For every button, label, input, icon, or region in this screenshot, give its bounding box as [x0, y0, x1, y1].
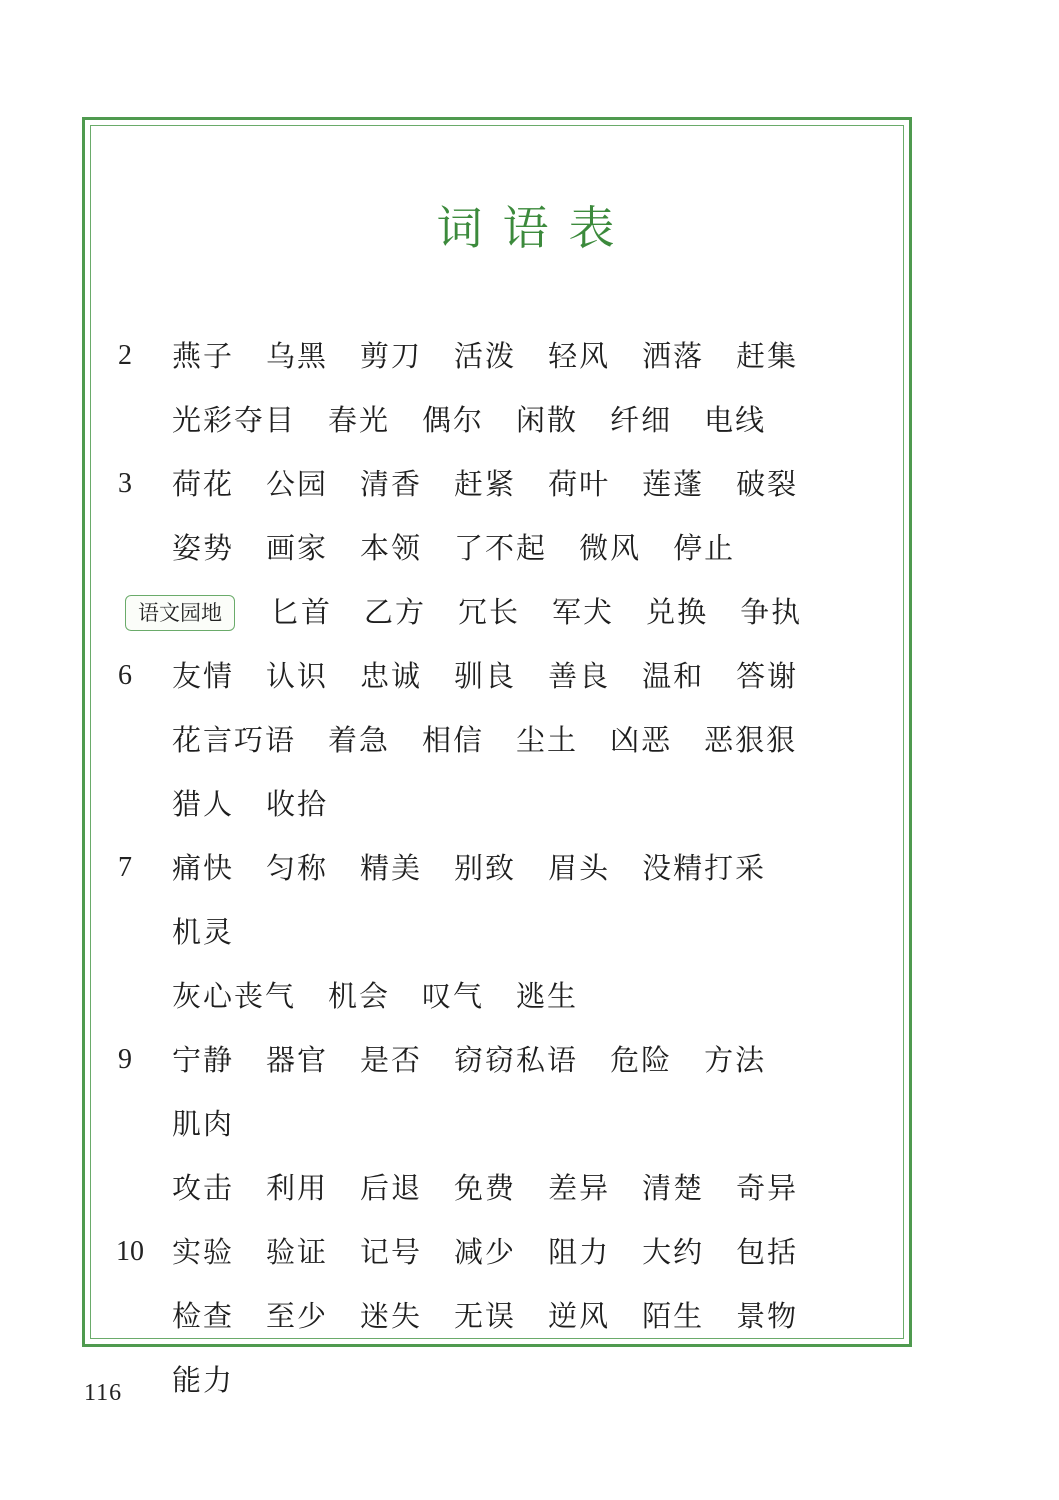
- vocabulary-word: 莲蓬: [642, 467, 705, 501]
- vocabulary-word: 清香: [360, 467, 423, 501]
- vocabulary-word: 乌黑: [266, 339, 329, 373]
- lesson-block: [118, 647, 898, 839]
- word-line: [172, 1031, 882, 1159]
- vocabulary-word: 尘土: [516, 723, 579, 757]
- vocabulary-word: 收拾: [266, 787, 329, 821]
- vocabulary-word: 宁静: [172, 1043, 235, 1077]
- vocabulary-word: 花言巧语: [172, 723, 297, 757]
- vocabulary-word: 灰心丧气: [172, 979, 297, 1013]
- vocabulary-word: 春光: [328, 403, 391, 437]
- word-line: [172, 775, 882, 839]
- vocabulary-word: 洒落: [642, 339, 705, 373]
- lesson-block: [118, 455, 898, 583]
- word-line: [172, 327, 882, 391]
- vocabulary-word: 纤细: [610, 403, 673, 437]
- lesson-number: 3: [118, 468, 132, 499]
- vocabulary-word: 攻击: [172, 1171, 235, 1205]
- vocabulary-list: [118, 327, 898, 1415]
- vocabulary-word: 检查: [172, 1299, 235, 1333]
- vocabulary-word: 奇异: [736, 1171, 799, 1205]
- vocabulary-word: 能力: [172, 1363, 235, 1397]
- vocabulary-word: 后退: [360, 1171, 423, 1205]
- vocabulary-word: 别致: [454, 851, 517, 885]
- vocabulary-word: 叹气: [422, 979, 485, 1013]
- vocabulary-word: 闲散: [516, 403, 579, 437]
- vocabulary-word: 机灵: [172, 915, 235, 949]
- vocabulary-word: 逆风: [548, 1299, 611, 1333]
- word-line: [172, 1223, 882, 1287]
- vocabulary-word: 军犬: [552, 595, 615, 629]
- vocabulary-word: 无误: [454, 1299, 517, 1333]
- vocabulary-word: 器官: [266, 1043, 329, 1077]
- vocabulary-word: 匕首: [270, 595, 333, 629]
- vocabulary-word: 停止: [673, 531, 736, 565]
- vocabulary-word: 包括: [736, 1235, 799, 1269]
- vocabulary-word: 相信: [422, 723, 485, 757]
- page-title: 词语表: [436, 201, 635, 255]
- vocabulary-word: 精美: [360, 851, 423, 885]
- vocabulary-word: 赶紧: [454, 467, 517, 501]
- vocabulary-word: 验证: [266, 1235, 329, 1269]
- lesson-block: [118, 583, 898, 647]
- lesson-block: [118, 839, 898, 1031]
- word-line: [172, 1351, 882, 1415]
- vocabulary-word: 善良: [548, 659, 611, 693]
- vocabulary-word: 温和: [642, 659, 705, 693]
- word-line: [172, 1159, 882, 1223]
- vocabulary-word: 凶恶: [610, 723, 673, 757]
- vocabulary-word: 偶尔: [422, 403, 485, 437]
- vocabulary-word: 争执: [740, 595, 803, 629]
- vocabulary-word: 答谢: [736, 659, 799, 693]
- vocabulary-word: 冗长: [458, 595, 521, 629]
- vocabulary-word: 活泼: [454, 339, 517, 373]
- vocabulary-word: 荷叶: [548, 467, 611, 501]
- word-line: [172, 519, 882, 583]
- vocabulary-word: 友情: [172, 659, 235, 693]
- vocabulary-word: 差异: [548, 1171, 611, 1205]
- vocabulary-word: 利用: [266, 1171, 329, 1205]
- vocabulary-word: 着急: [328, 723, 391, 757]
- vocabulary-word: 肌肉: [172, 1107, 235, 1141]
- vocabulary-word: 减少: [454, 1235, 517, 1269]
- vocabulary-word: 本领: [360, 531, 423, 565]
- vocabulary-word: 公园: [266, 467, 329, 501]
- word-line: [172, 455, 882, 519]
- vocabulary-word: 电线: [704, 403, 767, 437]
- lesson-block: [118, 1031, 898, 1223]
- vocabulary-word: 大约: [642, 1235, 705, 1269]
- word-line: [172, 1287, 882, 1351]
- word-line: [172, 711, 882, 775]
- vocabulary-word: 方法: [704, 1043, 767, 1077]
- vocabulary-word: 景物: [736, 1299, 799, 1333]
- lesson-number: 6: [118, 660, 132, 691]
- word-line: [172, 647, 882, 711]
- vocabulary-word: 认识: [266, 659, 329, 693]
- vocabulary-word: 实验: [172, 1235, 235, 1269]
- vocabulary-word: 记号: [360, 1235, 423, 1269]
- vocabulary-word: 轻风: [548, 339, 611, 373]
- vocabulary-word: 是否: [360, 1043, 423, 1077]
- page-number: 116: [84, 1380, 123, 1406]
- lesson-number: 2: [118, 340, 132, 371]
- vocabulary-word: 破裂: [736, 467, 799, 501]
- lesson-number: 7: [118, 852, 132, 883]
- vocabulary-word: 窃窃私语: [454, 1043, 579, 1077]
- lesson-badge: 语文园地: [125, 595, 235, 631]
- lesson-block: [118, 1223, 898, 1415]
- vocabulary-word: 燕子: [172, 339, 235, 373]
- vocabulary-word: 匀称: [266, 851, 329, 885]
- vocabulary-word: 兑换: [646, 595, 709, 629]
- vocabulary-word: 机会: [328, 979, 391, 1013]
- vocabulary-word: 陌生: [642, 1299, 705, 1333]
- vocabulary-word: 痛快: [172, 851, 235, 885]
- vocabulary-word: 迷失: [360, 1299, 423, 1333]
- vocabulary-word: 微风: [579, 531, 642, 565]
- vocabulary-word: 驯良: [454, 659, 517, 693]
- word-line: [270, 583, 890, 647]
- vocabulary-word: 没精打采: [642, 851, 767, 885]
- vocabulary-word: 清楚: [642, 1171, 705, 1205]
- word-line: [172, 967, 882, 1031]
- vocabulary-word: 乙方: [364, 595, 427, 629]
- lesson-block: [118, 327, 898, 455]
- vocabulary-word: 赶集: [736, 339, 799, 373]
- lesson-number: 10: [116, 1236, 144, 1267]
- vocabulary-word: 免费: [454, 1171, 517, 1205]
- vocabulary-word: 姿势: [172, 531, 235, 565]
- vocabulary-word: 眉头: [548, 851, 611, 885]
- vocabulary-word: 光彩夺目: [172, 403, 297, 437]
- word-line: [172, 839, 882, 967]
- lesson-number: 9: [118, 1044, 132, 1075]
- vocabulary-word: 至少: [266, 1299, 329, 1333]
- vocabulary-word: 画家: [266, 531, 329, 565]
- vocabulary-word: 荷花: [172, 467, 235, 501]
- vocabulary-word: 逃生: [516, 979, 579, 1013]
- vocabulary-word: 忠诚: [360, 659, 423, 693]
- word-line: [172, 391, 882, 455]
- vocabulary-word: 阻力: [548, 1235, 611, 1269]
- vocabulary-word: 猎人: [172, 787, 235, 821]
- vocabulary-word: 了不起: [454, 531, 548, 565]
- vocabulary-word: 危险: [610, 1043, 673, 1077]
- vocabulary-word: 剪刀: [360, 339, 423, 373]
- vocabulary-word: 恶狠狠: [704, 723, 798, 757]
